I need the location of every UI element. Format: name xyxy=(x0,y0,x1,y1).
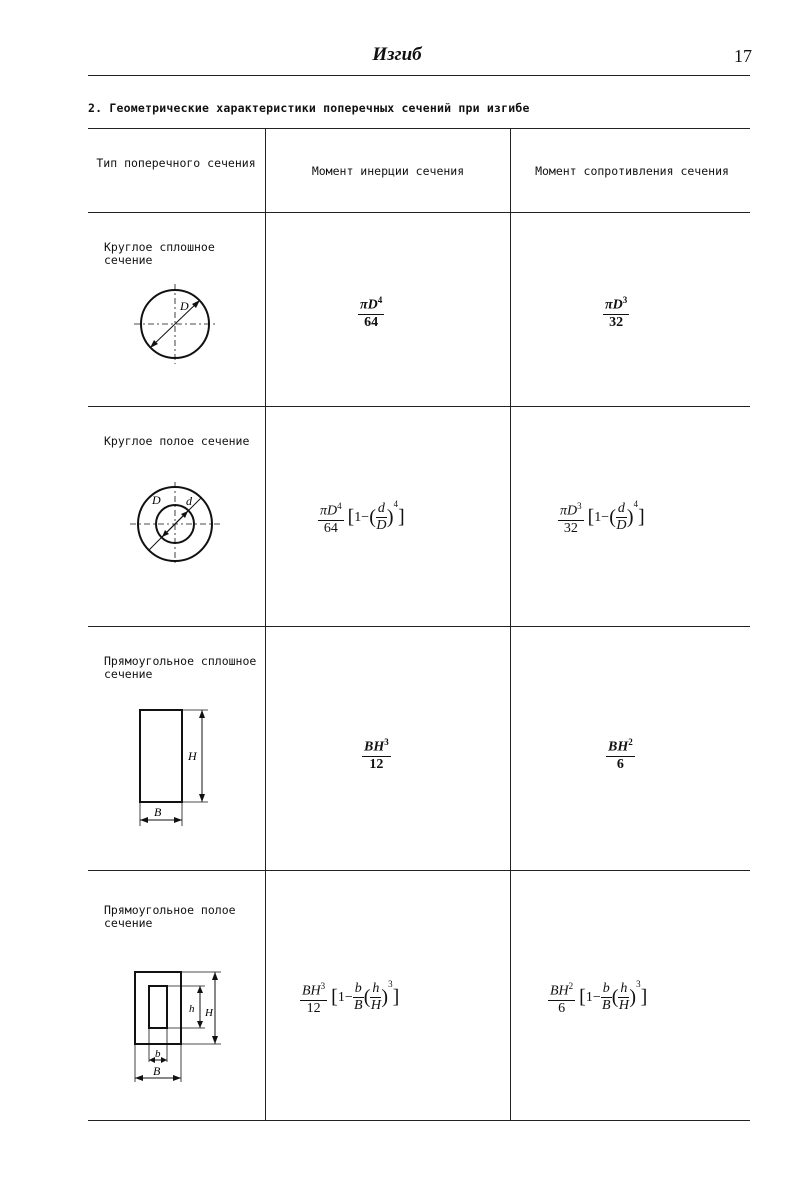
inertia-formula: $\frac{BH^3}{12}$ xyxy=(362,734,391,773)
row-label: Круглое полое сечение xyxy=(104,434,250,448)
table-bottom-rule xyxy=(88,1120,750,1121)
figure-label-D: D xyxy=(180,299,189,313)
figure-label-B: B xyxy=(153,1064,161,1078)
header-rule xyxy=(88,75,750,76)
column-divider xyxy=(510,128,511,1120)
table-top-rule xyxy=(88,128,750,129)
page-number: 17 xyxy=(734,46,752,66)
figure-label-B: B xyxy=(154,805,162,819)
row-divider xyxy=(88,406,750,407)
hollow-circle-figure xyxy=(120,474,230,574)
resistance-formula: $\frac{\pi D^3}{32}$ xyxy=(603,292,629,331)
inertia-formula: $\frac{\pi D^4}{64}$ xyxy=(358,292,384,331)
column-header-type: Тип поперечного сечения xyxy=(96,156,256,170)
figure-label-D: D xyxy=(152,493,161,507)
resistance-formula: $\frac{\pi D^3}{32}$ [1−( $\frac{d}{D}$ )$^4$] xyxy=(560,499,645,536)
column-header-resistance: Момент сопротивления сечения xyxy=(535,164,729,178)
row-label: Прямоугольное полое сечение xyxy=(104,903,236,930)
column-header-inertia: Момент инерции сечения xyxy=(311,164,465,178)
figure-label-H: H xyxy=(205,1007,213,1019)
table-head-rule xyxy=(88,212,750,213)
resistance-formula: $\frac{BH^2}{6}$ [1− $\frac{b}{B}$ ( $\frac{h}{H}$ )$^3$] xyxy=(550,979,648,1016)
row-label: Прямоугольное сплошное сечение xyxy=(104,654,257,681)
column-divider xyxy=(265,128,266,1120)
inertia-formula: $\frac{\pi D^4}{64}$ [1−( $\frac{d}{D}$ )$^4$] xyxy=(320,499,405,536)
figure-label-b: b xyxy=(155,1048,161,1060)
figure-label-H: H xyxy=(188,749,197,763)
resistance-formula: $\frac{BH^2}{6}$ xyxy=(606,734,635,773)
row-label: Круглое сплошное сечение xyxy=(104,240,215,267)
hollow-rectangle-figure xyxy=(125,960,230,1100)
solid-circle-figure xyxy=(120,276,230,376)
figure-label-d: d xyxy=(186,494,192,508)
table-caption: 2. Геометрические характеристики поперечных сечений при изгибе xyxy=(88,101,530,115)
solid-rectangle-figure xyxy=(130,700,220,830)
inertia-formula: $\frac{BH^3}{12}$ [1− $\frac{b}{B}$ ( $\frac{h}{H}$ )$^3$] xyxy=(302,979,400,1016)
row-divider xyxy=(88,626,750,627)
figure-label-h: h xyxy=(189,1003,195,1015)
row-divider xyxy=(88,870,750,871)
running-header-title: Изгиб xyxy=(372,44,422,65)
